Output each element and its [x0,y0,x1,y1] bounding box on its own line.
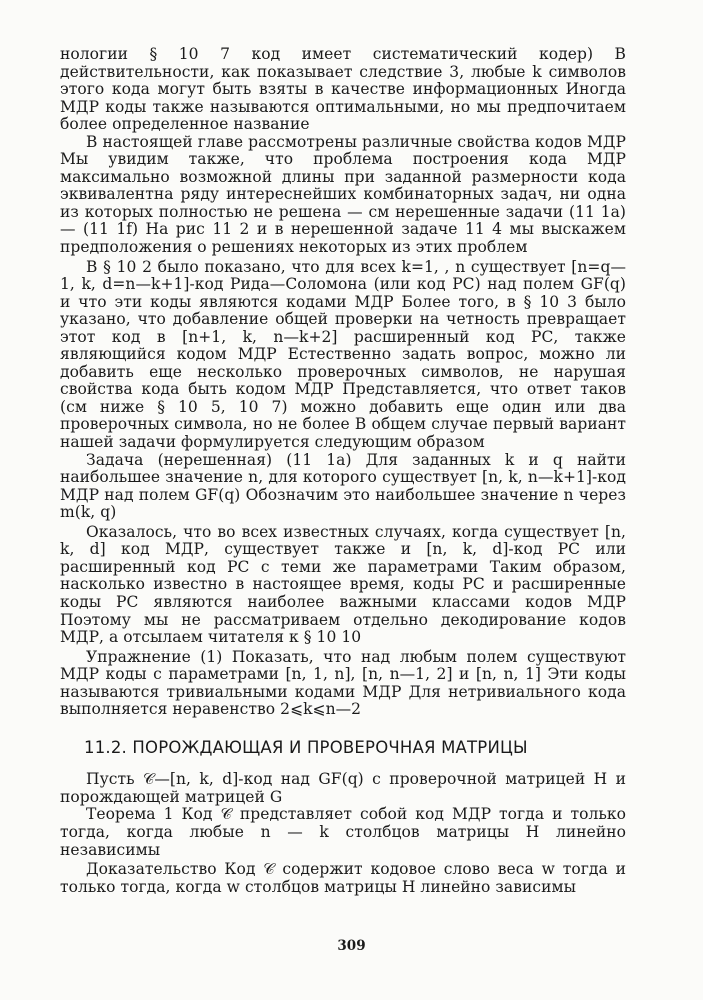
paragraph-continued: нологии § 10 7 код имеет систематический кодер) В действительности, как показывает следствие 3, любые k символов этого кода могут быть взяты в качестве информационных Иногда МДР коды также называются оптимальными, но мы предпочитаем более определенное название [60,45,626,134]
section-heading: 11.2. ПОРОЖДАЮЩАЯ И ПРОВЕРОЧНАЯ МАТРИЦЫ [84,737,528,757]
page-number: 309 [337,938,366,954]
paragraph-theorem-1: Теорема 1 Код 𝒞 представляет собой код МДР тогда и только тогда, когда любые n — k столбцов матрицы H линейно независимы [60,805,626,859]
paragraph-reed-solomon: В § 10 2 было показано, что для всех k=1, , n существует [n=q—1, k, d=n—k+1]-код Рида—Соломона (или код РС) над полем GF(q) и что эти коды являются кодами МДР Более того, в § 10 3 было указано, что добавление общей проверки на четность превращает этот код в [n+1, k, n—k+2] расширенный код РС, также являющийся кодом МДР Естественно задать вопрос, можно ли добавить еще несколько проверочных символов, не нарушая свойства кода быть кодом МДР Представляется, что ответ таков (см ниже § 10 5, 10 7) можно добавить еще один или два проверочных символа, но не более В общем случае первый вариант нашей задачи формулируется следующим образом [60,257,626,452]
paragraph-problem-11-1a: Задача (нерешенная) (11 1а) Для заданных k и q найти наибольшее значение n, для которого существует [n, k, n—k+1]-код МДР над полем GF(q) Обозначим это наибольшее значение n через m(k, q) [60,450,626,522]
paragraph-exercise-1: Упражнение (1) Показать, что над любым полем существуют МДР коды с параметрами [n, 1, n], [n, n—1, 2] и [n, n, 1] Эти коды называются тривиальными кодами МДР Для нетривиального кода выполняется неравенство 2⩽k⩽n—2 [60,647,626,719]
page-body [60,46,626,896]
paragraph-chapter-overview: В настоящей главе рассмотрены различные свойства кодов МДР Мы увидим также, что проблема построения кода МДР максимально возможной длины при заданной размерности кода эквивалентна ряду интереснейших комбинаторных задач, ни одна из которых полностью не решена — см нерешенные задачи (11 1а) — (11 1f) На рис 11 2 и в нерешенной задаче 11 4 мы выскажем предположения о решениях некоторых из этих проблем [60,132,626,257]
paragraph-rs-codes-importance: Оказалось, что во всех известных случаях, когда существует [n, k, d] код МДР, существует также и [n, k, d]-код РС или расширенный код РС с теми же параметрами Таким образом, насколько известно в настоящее время, коды РС и расширенные коды РС являются наиболее важными классами кодов МДР Поэтому мы не рассматриваем отдельно декодирование кодов МДР, а отсылаем читателя к § 10 10 [60,522,626,647]
paragraph-code-definition: Пусть 𝒞—[n, k, d]-код над GF(q) с проверочной матрицей H и порождающей матрицей G [60,770,626,806]
paragraph-proof: Доказательство Код 𝒞 содержит кодовое слово веса w тогда и только тогда, когда w столбцов матрицы H линейно зависимы [60,860,626,896]
